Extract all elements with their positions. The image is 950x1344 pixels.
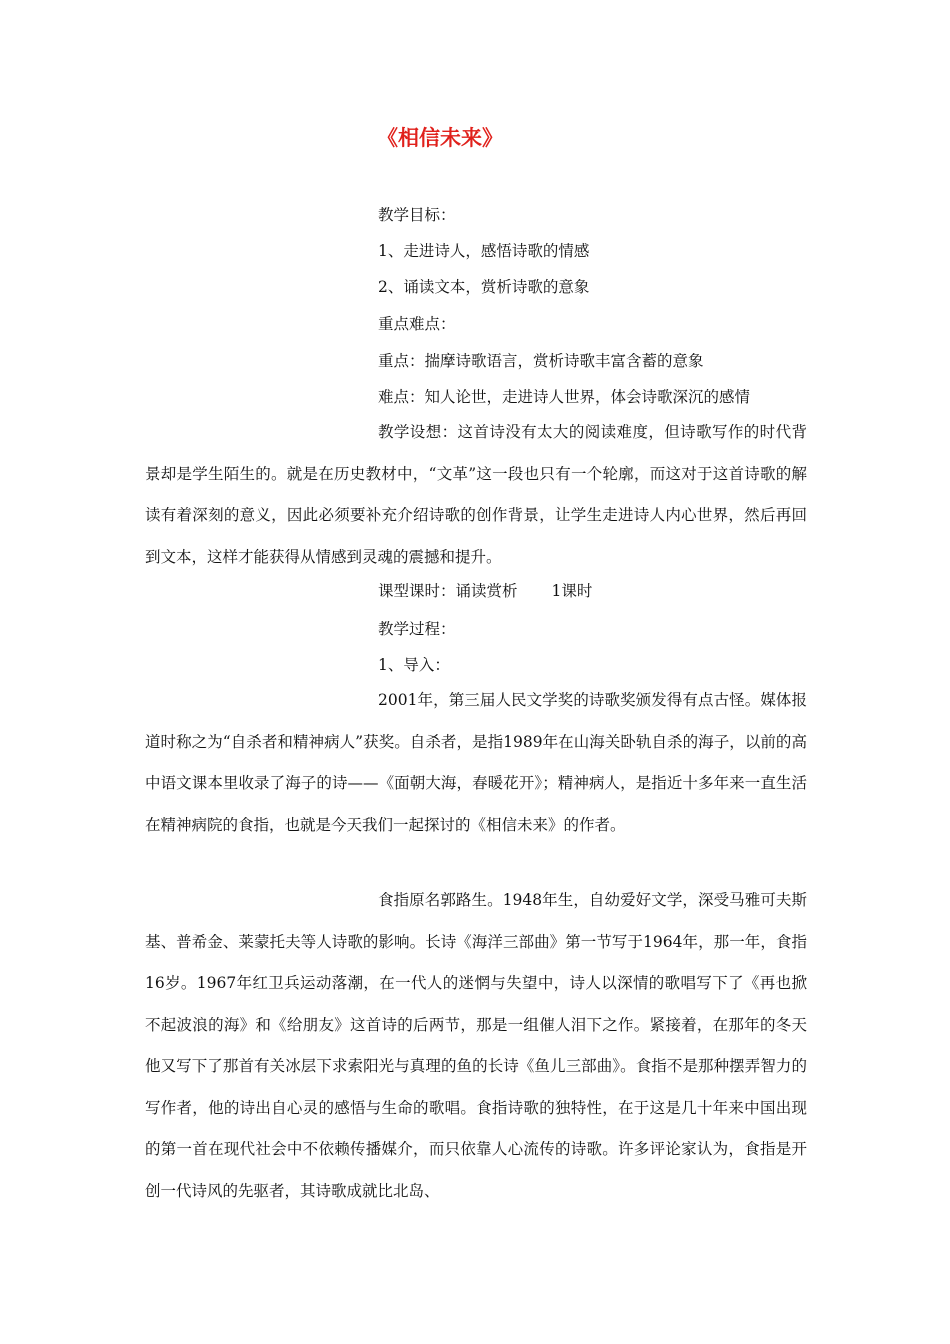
document-title: 《相信未来》 bbox=[377, 125, 503, 150]
objective-1: 1、走进诗人，感悟诗歌的情感 bbox=[378, 242, 590, 260]
intro-heading: 1、导入： bbox=[378, 656, 450, 674]
lesson-type-label: 课型课时：诵读赏析 bbox=[378, 582, 518, 600]
lesson-hours: 1课时 bbox=[551, 582, 593, 600]
design-paragraph: 教学设想：这首诗没有太大的阅读难度，但诗歌写作的时代背景却是学生陌生的。就是在历史教材中，“文革”这一段也只有一个轮廓，而这对于这首诗歌的解读有着深刻的意义，因此必须要补充介绍诗歌的创作背景，让学生走进诗人内心世界，然后再回到文本，这样才能获得从情感到灵魂的震撼和提升。 bbox=[145, 423, 807, 566]
difficulty: 难点：知人论世，走进诗人世界，体会诗歌深沉的感情 bbox=[378, 388, 751, 406]
process-heading: 教学过程： bbox=[378, 620, 456, 638]
author-paragraph: 食指原名郭路生。1948年生，自幼爱好文学，深受马雅可夫斯基、普希金、莱蒙托夫等人诗歌的影响。长诗《海洋三部曲》第一节写于1964年，那一年，食指16岁。1967年红卫兵运动落潮，在一代人的迷惘与失望中，诗人以深情的歌唱写下了《再也掀不起波浪的海》和《给朋友》这首诗的后两节，那是一组催人泪下之作。紧接着，在那年的冬天他又写下了那首有关冰层下求索阳光与真理的鱼的长诗《鱼儿三部曲》。食指不是那种摆弄智力的写作者，他的诗出自心灵的感悟与生命的歌唱。食指诗歌的独特性，在于这是几十年来中国出现的第一首在现代社会中不依赖传播媒介，而只依靠人心流传的诗歌。许多评论家认为，食指是开创一代诗风的先驱者，其诗歌成就比北岛、 bbox=[145, 891, 807, 1200]
key-points-heading: 重点难点： bbox=[378, 315, 456, 333]
objective-2: 2、诵读文本，赏析诗歌的意象 bbox=[378, 278, 590, 296]
lesson-type-line bbox=[378, 580, 592, 602]
intro-paragraph: 2001年，第三届人民文学奖的诗歌奖颁发得有点古怪。媒体报道时称之为“自杀者和精神病人”获奖。自杀者，是指1989年在山海关卧轨自杀的海子，以前的高中语文课本里收录了海子的诗——《面朝大海，春暖花开》；精神病人，是指近十多年来一直生活在精神病院的食指，也就是今天我们一起探讨的《相信未来》的作者。 bbox=[145, 691, 807, 834]
key-point: 重点：揣摩诗歌语言，赏析诗歌丰富含蓄的意象 bbox=[378, 352, 704, 370]
objectives-heading: 教学目标： bbox=[378, 206, 456, 224]
